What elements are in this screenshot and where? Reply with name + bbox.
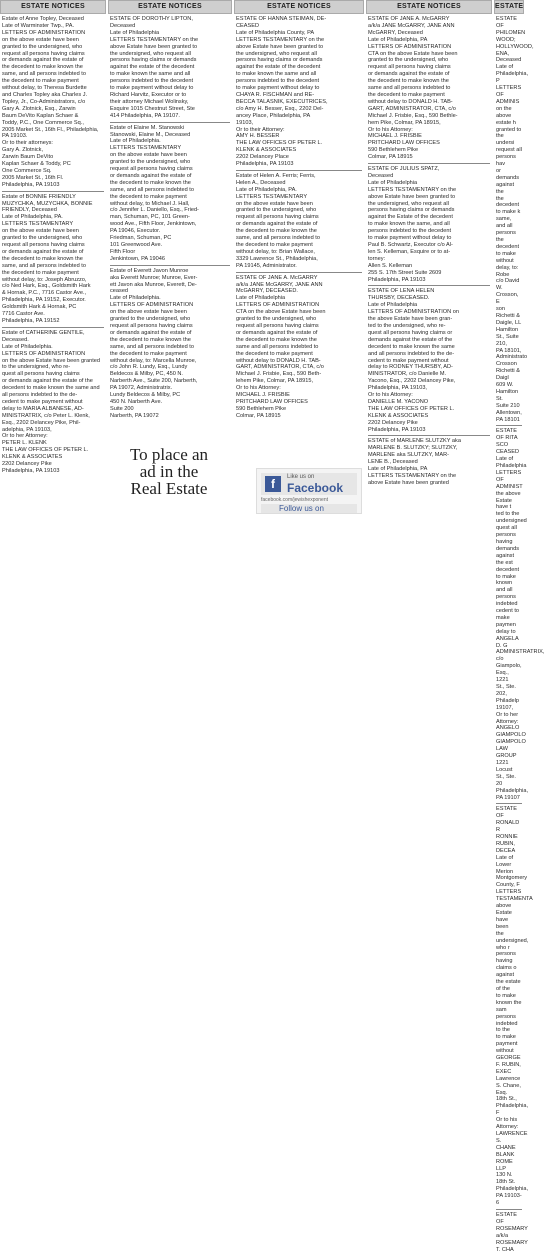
estate-notice: ESTATE OF ROSEMARY a/k/a ROSEMARY T. CHA bbox=[496, 1211, 528, 1253]
like-us-text: Like us on bbox=[287, 474, 315, 480]
follow-us-text[interactable]: Follow us on bbox=[261, 504, 357, 513]
estate-notice: Estate of Everett Javon Munroe aka Everett Munroe; Munroe, Ever- ett Javon aka Munroe, Everett, De- ceased Late of Philadelphia. LETTERS OF ADMINISTRATION on the above estate have been granted to the undersigned, who request all persons having claims or demands against the estate of the decedent to make known the same, and all persons indebted to the decedent to make payment without delay, to: Marcella Munroe, c/o John R. Lundy, Esq., Lundy Beldecos & Milby, PC, 450 N. Narberth Ave., Suite 200, Narberth, PA 19072, Administratrix. Lundy Beldecos & Milby, PC 450 N. Narberth Ave. Suite 200 Narberth, PA 19072 bbox=[110, 267, 198, 419]
facebook-icon: f bbox=[265, 476, 281, 492]
column-body bbox=[0, 14, 106, 475]
estate-notice: ESTATE OF RONALD R RONNIE RUBIN, DECEA Late of Lower Merion Montgomery County, F LETTERS TESTAMENTA above Estate have been the undersigned, who r persons having claims o against the estate of the to make known the sam persons indebted to the to make payment without GEORGE F. RUBIN, EXEC Lawrence S. Chane, Esq. 18th St., Philadelphia, F Or to his Attorney: LAWRENCE S. CHANE BLANK ROME LLP 130 N. 18th St. Philadelphia, PA 19103-6 bbox=[496, 806, 533, 1207]
column-4 bbox=[366, 0, 492, 512]
place-ad-banner bbox=[110, 446, 228, 497]
column-header: ESTATE NOTICES bbox=[0, 0, 106, 14]
divider bbox=[496, 425, 522, 426]
estate-notice: ESTATE OF JANE A. McGARRY a/k/a JANE McGARRY, JANE ANN McGARRY, DECEASED. Late of Philadelphia LETTERS OF ADMINISTRATION CTA on the above Estate have been granted to the undersigned, who request all persons having claims or demands against the estate of the decedent to make known the same and all persons indebted to the decedent to make payment without delay to DONALD H. TAB- GART, ADMINISTRATOR, CTA, c/o Michael J. Frisbie, Esq., 590 Beth- lehem Pike, Colmar, PA 18915, Or to his Attorney: MICHAEL J. FRISBIE PRITCHARD LAW OFFICES 590 Bethlehem Pike Colmar, PA 18915 bbox=[236, 274, 326, 419]
facebook-url[interactable]: facebook.com/jewishexponent bbox=[261, 497, 328, 503]
ad-line: To place an bbox=[129, 445, 209, 464]
column-header: ESTATE NOTICES bbox=[234, 0, 364, 14]
column-header: ESTATE bbox=[494, 0, 524, 14]
column-1 bbox=[0, 0, 106, 512]
divider bbox=[368, 163, 490, 164]
facebook-promo[interactable] bbox=[256, 468, 362, 514]
divider bbox=[368, 285, 490, 286]
estate-notice: ESTATE OF HANNA STEIMAN, DE- CEASED Late of Philadelphia County, PA LETTERS TESTAMENTARY on the above Estate have been granted to the undersigned, who request all persons having claims or demands against the estate of the decedent to make known the same and all persons indebted to the decedent to make payment without delay to CHAYA R. FISCHMAN and RE- BECCA TALASNIK, EXECUTRICES, c/o Amy H. Besser, Esq., 2202 Del- ancey Place, Philadelphia, PA 19103, Or to their Attorney: AMY H. BESSER THE LAW OFFICES OF PETER L. KLENK & ASSOCIATES 2202 Delancey Place Philadelphia, PA 19103 bbox=[236, 16, 328, 168]
estate-notice: Estate of Anne Topley, Deceased Late of Warminster Twp., PA. LETTERS OF ADMINISTRATION on the above estate have been granted to the undersigned, who request all persons having claims or demands against the estate of the decedent to make known the same, and all persons indebted to the decedent to make payment without delay, to Theresa Burdette and Charles Topley aka Charles J. Topley, Jr., Co-Administrators, c/o Gary A. Zlotnick, Esq., Zarwin Baum DeVito Kaplan Schaer & Toddy, P.C., One Commerce Sq., 2005 Market St., 16th Fl., Philadelphia, PA 19103. Or to their attorneys: Gary A. Zlotnick, Zarwin Baum DeVito Kaplan Schaer & Toddy, PC One Commerce Sq. 2005 Market St., 16th Fl. Philadelphia, PA 19103 bbox=[2, 16, 99, 188]
column-header: ESTATE NOTICES bbox=[366, 0, 492, 14]
divider bbox=[496, 803, 522, 804]
column-body bbox=[494, 14, 544, 1253]
divider bbox=[110, 122, 230, 123]
ad-line: ad in the bbox=[139, 462, 199, 481]
estate-notice: Estate of Elaine M. Stanowski Stanowski, Elaine M., Deceased Late of Philadelphia. LETTERS TESTAMENTARY on the above estate have been granted to the undersigned, who request all persons having claims or demands against the estate of the decedent to make known the same, and all persons indebted to the decedent to make payment without delay, to Michael J. Hall, c/o Jennifer L. Daniello, Esq., Fried- man, Schuman, PC, 101 Green- wood Ave., Fifth Floor, Jenkintown, PA 19046, Executor. Friedman, Schuman, PC 101 Greenwood Ave. Fifth Floor Jenkintown, PA 19046 bbox=[110, 124, 199, 262]
divider bbox=[236, 272, 362, 273]
column-5 bbox=[494, 0, 544, 1253]
column-body bbox=[234, 14, 364, 420]
divider bbox=[368, 435, 490, 436]
estate-notice: ESTATE OF RITA SCO CEASED Late of Philadelphia LETTERS OF ADMINIST the above Estate have t ted to the undersigned quest all persons having demands against the est decedent to make known and all persons indebted cedent to make paymen delay to ANGELA D. G ADMINISTRATRIX, c/o Giampolo, Esq., 1221 St., Ste. 202, Philadelp 19107, Or to her Attorney: ANGELO GIAMPOLO GIAMPOLO LAW GROUP 1221 Locust St., Ste. 20 Philadelphia, PA 19107 bbox=[496, 428, 544, 801]
estate-notice: ESTATE OF JANE A. McGARRY a/k/a JANE McGARRY, JANE ANN McGARRY, Deceased Late of Philadelphia, PA LETTERS OF ADMINISTRATION CTA on the above Estate have been granted to the undersigned, who request all persons having claims or demands against the estate of the decedent to make known the same and all persons indebted to the decedent to make payment without delay to DONALD H. TAB- GART, ADMINISTRATOR, CTA, c/o Michael J. Frisbie, Esq., 590 Bethle- hem Pike, Colmar, PA 18915, Or to his Attorney: MICHAEL J. FRISBIE PRITCHARD LAW OFFICES 590 Bethlehem Pike Colmar, PA 18915 bbox=[368, 16, 458, 161]
ad-line: Real Estate bbox=[130, 479, 208, 498]
estate-notice: ESTATE OF DOROTHY LIPTON, Deceased Late of Philadelphia LETTERS TESTAMENTARY on the above Estate have been granted to the undersigned, who request all persons having claims or demands against the estate of the decedent to make known the same and all persons indebted to the decedent to make payment without delay to Richard Harvitz, Executor or to their attorney Michael Wolinsky, Esquire 1015 Chestnut Street, Ste 414 Philadelphia, PA 19107. bbox=[110, 16, 199, 119]
column-header: ESTATE NOTICES bbox=[108, 0, 232, 14]
estate-notice: Estate of BONNIE FRIENDLY MUZYCHKA, MUZYCHKA, BONNIE FRIENDLY, Deceased Late of Philadelphia, PA. LETTERS TESTAMENTARY on the above estate have been granted to the undersigned, who request all persons having claims or demands against the estate of the decedent to make known the same, and all persons indebted to the decedent to make payment without delay, to: Joseph Abruzzo, c/o Ned Hark, Esq., Goldsmith Hark & Hornak, P.C., 7716 Castor Ave., Philadelphia, PA 19152, Executor. Goldsmith Hark & Hornak, PC 7716 Castor Ave. Philadelphia, PA 19152 bbox=[2, 193, 93, 324]
facebook-wordmark: Facebook bbox=[287, 481, 344, 495]
divider bbox=[496, 1209, 522, 1210]
divider bbox=[236, 170, 362, 171]
column-2 bbox=[108, 0, 232, 512]
estate-notice: Estate of CATHERINE GENTILE, Deceased. Late of Philadelphia. LETTERS OF ADMINISTRATION on the above Estate have been granted to the undersigned, who re- quest all persons having claims or demands against the estate of the decedent to make known the same and all persons indebted to the de- cedent to make payment without delay to MARIA ALBANESE, AD- MINISTRATRIX, c/o Peter L. Klenk, Esq., 2202 Delancey Pike, Phil- adelphia, PA 19103, Or to her Attorney: PETER L. KLENK THE LAW OFFICES OF PETER L. KLENK & ASSOCIATES 2202 Delancey Pike Philadelphia, PA 19103 bbox=[2, 329, 100, 474]
estate-notice: ESTATE OF PHILOMEN WOOD; HOLLYWOOD, ENA, Deceased Late of Philadelphia, P LETTERS OF ADMINIS on the above estate h granted to the undersi request all persons hav or demands against the the decedent to make k same, and all persons the decedent to make without delay, to: Robe c/o David W. Crosson, E son Richetti & Daigle, LL Hamilton St., Suite 210, PA 18101, Administrato Crosson Richetti & Daigl 609 W. Hamilton St. Suite 210 Allentown, PA 18101 bbox=[496, 16, 534, 423]
divider bbox=[110, 265, 230, 266]
column-body bbox=[366, 14, 492, 487]
estate-notice: Estate of Helen A. Ferris; Ferris, Helen A., Deceased Late of Philadelphia, PA. LETTERS TESTAMENTARY on the above estate have been granted to the undersigned, who request all persons having claims or demands against the estate of the decedent to make known the same, and all persons indebted to the decedent to make payment without delay, to: Brian Wallace, 3329 Lawrence St., Philadelphia, PA 19145, Administrator. bbox=[236, 172, 320, 269]
divider bbox=[2, 327, 104, 328]
column-3 bbox=[234, 0, 364, 512]
divider bbox=[2, 191, 104, 192]
estate-notice: ESTATE of MARLENE SLUTZKY aka MARLENE B. SLUTZKY; SLUTZKY, MARLENE aka SLUTZKY, MAR- LENE B., Deceased Late of Philadelphia, PA LETTERS TESTAMENTARY on the above Estate have been granted bbox=[368, 438, 461, 486]
facebook-like-box[interactable] bbox=[261, 473, 357, 495]
column-body bbox=[108, 14, 232, 420]
estate-notice: ESTATE OF JULIUS SPATZ, Deceased Late of Philadelphia LETTERS TESTAMENTARY on the above Estate have been granted to the undersigned, who request all persons having claims or demands against the Estate of the decedent to make known the same, and all persons indebted to the decedent to make payment without delay to Paul B. Schwartz, Executor c/o Al- len S. Kelleman, Esquire or to at- torney: Allen S. Kelleman 255 S. 17th Street Suite 2609 Philadelphia, PA 19103 bbox=[368, 166, 457, 283]
estate-notice: ESTATE OF LENA HELEN THURSBY, DECEASED. Late of Philadelphia LETTERS OF ADMINISTRATION on the above Estate have been gran- ted to the undersigned, who re- quest all persons having claims or demands against the estate of the decedent to make known the same and all persons indebted to the de- cedent to make payment without delay to RODNEY THURSBY, AD- MINISTRATOR, c/o Danielle M. Yacono, Esq., 2202 Delancey Pike, Philadelphia, PA 19103, Or to his Attorney: DANIELLE M. YACONO THE LAW OFFICES OF PETER L. KLENK & ASSOCIATES 2202 Delancey Pike Philadelphia, PA 19103 bbox=[368, 288, 459, 433]
